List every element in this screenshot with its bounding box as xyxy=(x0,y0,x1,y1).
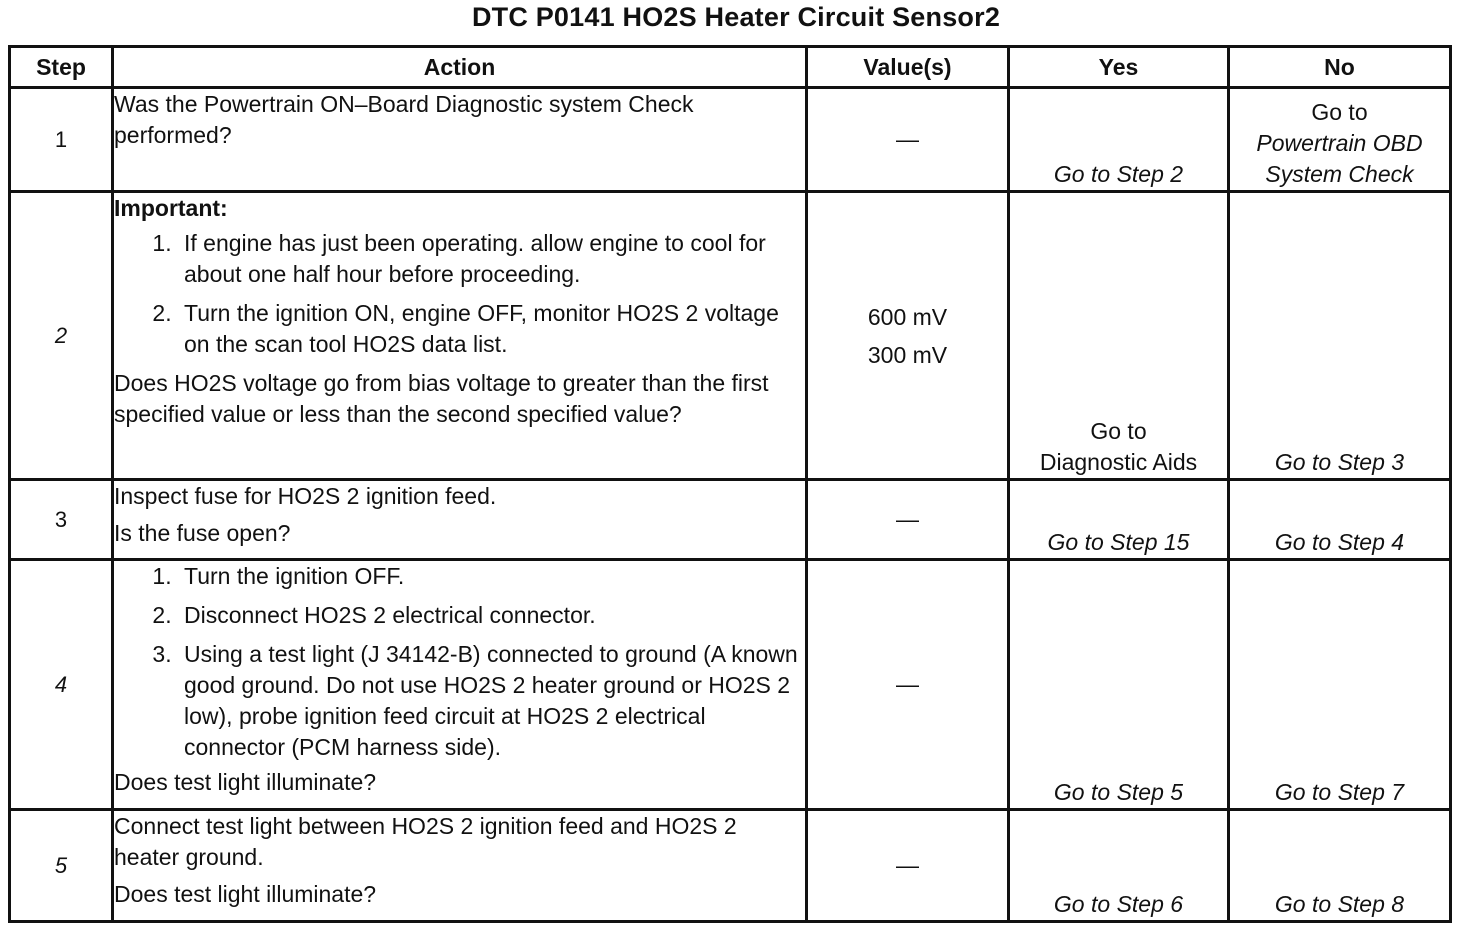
go-to-step-link[interactable]: Go to Step 4 xyxy=(1274,529,1405,555)
table-row xyxy=(10,560,1451,810)
header-row xyxy=(10,47,1451,88)
instruction-item: 2. Turn the ignition ON, engine OFF, monitor HO2S 2 voltage on the scan tool HO2S data list. xyxy=(178,298,805,360)
go-to-step-link[interactable]: Go to Step 15 xyxy=(1047,529,1190,555)
action-cell xyxy=(113,560,807,810)
value-text: — xyxy=(896,126,919,152)
value-first: 600 mV xyxy=(867,303,948,330)
yes-cell xyxy=(1009,88,1229,192)
question-text: Does test light illuminate? xyxy=(114,881,377,907)
yes-cell xyxy=(1009,480,1229,560)
instruction-item: 2. Disconnect HO2S 2 electrical connector. xyxy=(178,600,805,631)
question-text: Is the fuse open? xyxy=(114,520,291,546)
yes-cell xyxy=(1009,560,1229,810)
value-cell xyxy=(807,192,1009,480)
go-to-label: Go to xyxy=(1311,99,1368,125)
value-cell xyxy=(807,88,1009,192)
table-row xyxy=(10,480,1451,560)
table-row xyxy=(10,810,1451,922)
go-to-step-link[interactable]: Go to Step 6 xyxy=(1053,891,1184,917)
action-text: Inspect fuse for HO2S 2 ignition feed. xyxy=(114,483,497,509)
action-cell xyxy=(113,192,807,480)
go-to-label: Go to xyxy=(1090,418,1147,444)
value-text: — xyxy=(896,671,919,697)
action-text: Connect test light between HO2S 2 ignition feed and HO2S 2 heater ground. xyxy=(114,813,737,870)
action-cell xyxy=(113,810,807,922)
question-text: Does test light illuminate? xyxy=(114,769,377,795)
go-to-step-link[interactable]: Go to Step 5 xyxy=(1053,779,1184,805)
instruction-list xyxy=(114,561,805,763)
instruction-item: 1. If engine has just been operating. allow engine to cool for about one half hour before proceeding. xyxy=(178,228,805,290)
step-number: 4 xyxy=(10,560,113,810)
step-number: 1 xyxy=(10,88,113,192)
no-cell xyxy=(1229,88,1451,192)
action-text: Was the Powertrain ON–Board Diagnostic system Check performed? xyxy=(114,91,694,148)
value-cell xyxy=(807,810,1009,922)
yes-cell xyxy=(1009,810,1229,922)
question-text: Does HO2S voltage go from bias voltage to greater than the first specified value or less than the second specified value? xyxy=(114,370,769,427)
yes-cell xyxy=(1009,192,1229,480)
table-row xyxy=(10,192,1451,480)
go-to-step-link[interactable]: Go to Step 2 xyxy=(1053,161,1184,187)
no-cell xyxy=(1229,560,1451,810)
instruction-list xyxy=(114,228,805,360)
important-label: Important: xyxy=(114,195,228,221)
diagnostic-table xyxy=(8,45,1452,923)
go-to-step-link[interactable]: Go to Step 3 xyxy=(1274,449,1405,475)
no-cell xyxy=(1229,192,1451,480)
step-number: 3 xyxy=(10,480,113,560)
action-cell xyxy=(113,480,807,560)
header-action: Action xyxy=(113,47,807,88)
no-cell xyxy=(1229,480,1451,560)
instruction-item: 3. Using a test light (J 34142-B) connected to ground (A known good ground. Do not use HO2S 2 heater ground or HO2S 2 low), probe ignition feed circuit at HO2S 2 electrical connector (PCM harness side). xyxy=(178,639,805,763)
diagnostic-aids-link[interactable]: Diagnostic Aids xyxy=(1039,449,1198,475)
system-check-link[interactable]: System Check xyxy=(1265,161,1414,187)
value-text: — xyxy=(896,852,919,878)
powertrain-obd-link[interactable]: Powertrain OBD xyxy=(1256,130,1423,156)
header-yes: Yes xyxy=(1009,47,1229,88)
value-cell xyxy=(807,560,1009,810)
header-values: Value(s) xyxy=(807,47,1009,88)
step-number: 5 xyxy=(10,810,113,922)
value-second: 300 mV xyxy=(867,341,948,368)
header-no: No xyxy=(1229,47,1451,88)
instruction-item: 1. Turn the ignition OFF. xyxy=(178,561,805,592)
value-cell xyxy=(807,480,1009,560)
no-cell xyxy=(1229,810,1451,922)
table-row xyxy=(10,88,1451,192)
header-step: Step xyxy=(10,47,113,88)
page-title: DTC P0141 HO2S Heater Circuit Sensor2 xyxy=(471,2,1001,32)
value-text: — xyxy=(896,506,919,532)
step-number: 2 xyxy=(10,192,113,480)
go-to-step-link[interactable]: Go to Step 8 xyxy=(1274,891,1405,917)
go-to-step-link[interactable]: Go to Step 7 xyxy=(1274,779,1405,805)
action-cell xyxy=(113,88,807,192)
